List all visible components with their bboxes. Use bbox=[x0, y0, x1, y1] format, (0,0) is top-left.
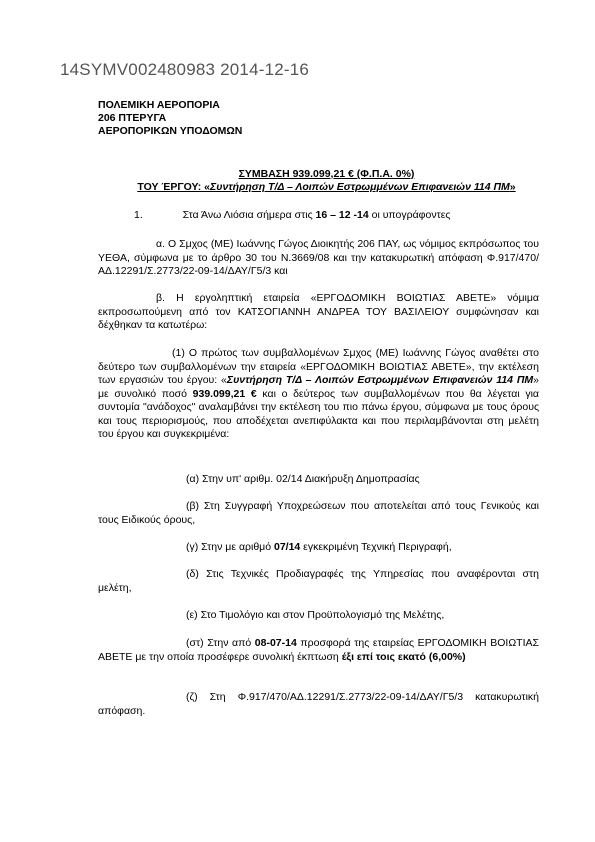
list-item-b: (β) Στη Συγγραφή Υποχρεώσεων που αποτελείται από τους Γενικούς και τους Ειδικούς όρους, bbox=[98, 500, 539, 526]
document-id: 14SYMV002480983 2014-12-16 bbox=[60, 60, 310, 79]
contract-title: ΣΥΜΒΑΣΗ 939.099,21 € (Φ.Π.Α. 0%) bbox=[238, 168, 415, 180]
project-title: ΤΟΥ ΈΡΓΟΥ: «Συντήρηση Τ/Δ – Λοιπών Εστρωμμένων Επιφανειών 114 ΠΜ» bbox=[137, 181, 516, 193]
paragraph-a: α. Ο Σμχος (ΜΕ) Ιωάννης Γώγος Διοικητής 206 ΠΑΥ, ως νόμιμος εκπρόσωπος του ΥΕΘΑ, σύμφωνα με το άρθρο 30 του Ν.3669/08 και την κατακυρωτική απόφαση Φ.917/470/ΑΔ.12291/Σ.2773/22-09-14/ΔΑΥ/Γ5/3 και bbox=[98, 238, 539, 277]
header-line-3: ΑΕΡΟΠΟΡΙΚΩΝ ΥΠΟΔΟΜΩΝ bbox=[98, 125, 243, 137]
header-line-2: 206 ΠΤΕΡΥΓΑ bbox=[98, 112, 167, 124]
paragraph-b: β. Η εργοληπτική εταιρεία «ΕΡΓΟΔΟΜΙΚΗ ΒΟΙΩΤΙΑΣ ΑΒΕΤΕ» νόμιμα εκπροσωπούμενη από τον ΚΑΤΣΟΓΙΑΝΝΗ ΑΝΔΡΕΑ ΤΟΥ ΒΑΣΙΛΕΙΟΥ συμφώνησαν και δέχθηκαν τα κατωτέρω: bbox=[98, 292, 539, 331]
list-item-g: (γ) Στην με αριθμό 07/14 εγκεκριμένη Τεχνική Περιγραφή, bbox=[186, 541, 452, 553]
list-item-d: (δ) Στις Τεχνικές Προδιαγραφές της Υπηρεσίας που αναφέρονται στη μελέτη, bbox=[98, 568, 539, 594]
list-item-a: (α) Στην υπ' αριθμ. 02/14 Διακήρυξη Δημοπρασίας bbox=[186, 473, 420, 485]
list-item-z: (ζ) Στη Φ.917/470/ΑΔ.12291/Σ.2773/22-09-14/ΔΑΥ/Γ5/3 κατακυρωτική απόφαση. bbox=[98, 691, 539, 717]
item-1: 1. Στα Άνω Λιόσια σήμερα στις 16 – 12 -14 οι υπογράφοντες bbox=[134, 209, 451, 221]
list-item-st: (στ) Στην από 08-07-14 προσφορά της εταιρείας ΕΡΓΟΔΟΜΙΚΗ ΒΟΙΩΤΙΑΣ ΑΒΕΤΕ με την οποία προσέφερε συνολική έκπτωση έξι επί τοις εκατό (6,00%) bbox=[98, 637, 539, 663]
paragraph-1: (1) Ο πρώτος των συμβαλλομένων Σμχος (ΜΕ) Ιωάννης Γώγος αναθέτει στο δεύτερο των συμβαλλομένων την εταιρεία «ΕΡΓΟΔΟΜΙΚΗ ΒΟΙΩΤΙΑΣ ΑΒΕΤΕ», την εκτέλεση των εργασιών του έργου: «Συντήρηση Τ/Δ – Λοιπών Εστρωμμένων Επιφανειών 114 ΠΜ» με συνολικό ποσό 939.099,21 € και ο δεύτερος των συμβαλλομένων που θα λέγεται για συντομία "ανάδοχος" αναλαμβάνει την εκτέλεση του πιο πάνω έργου, σύμφωνα με τους όρους και τους περιορισμούς, που αποδέχεται ανεπιφύλακτα και που περιλαμβάνονται στη μελέτη του έργου και συγκεκριμένα: bbox=[98, 347, 539, 440]
header-line-1: ΠΟΛΕΜΙΚΗ ΑΕΡΟΠΟΡΙΑ bbox=[98, 99, 220, 111]
list-item-e: (ε) Στο Τιμολόγιο και στον Προϋπολογισμό της Μελέτης, bbox=[186, 609, 445, 621]
